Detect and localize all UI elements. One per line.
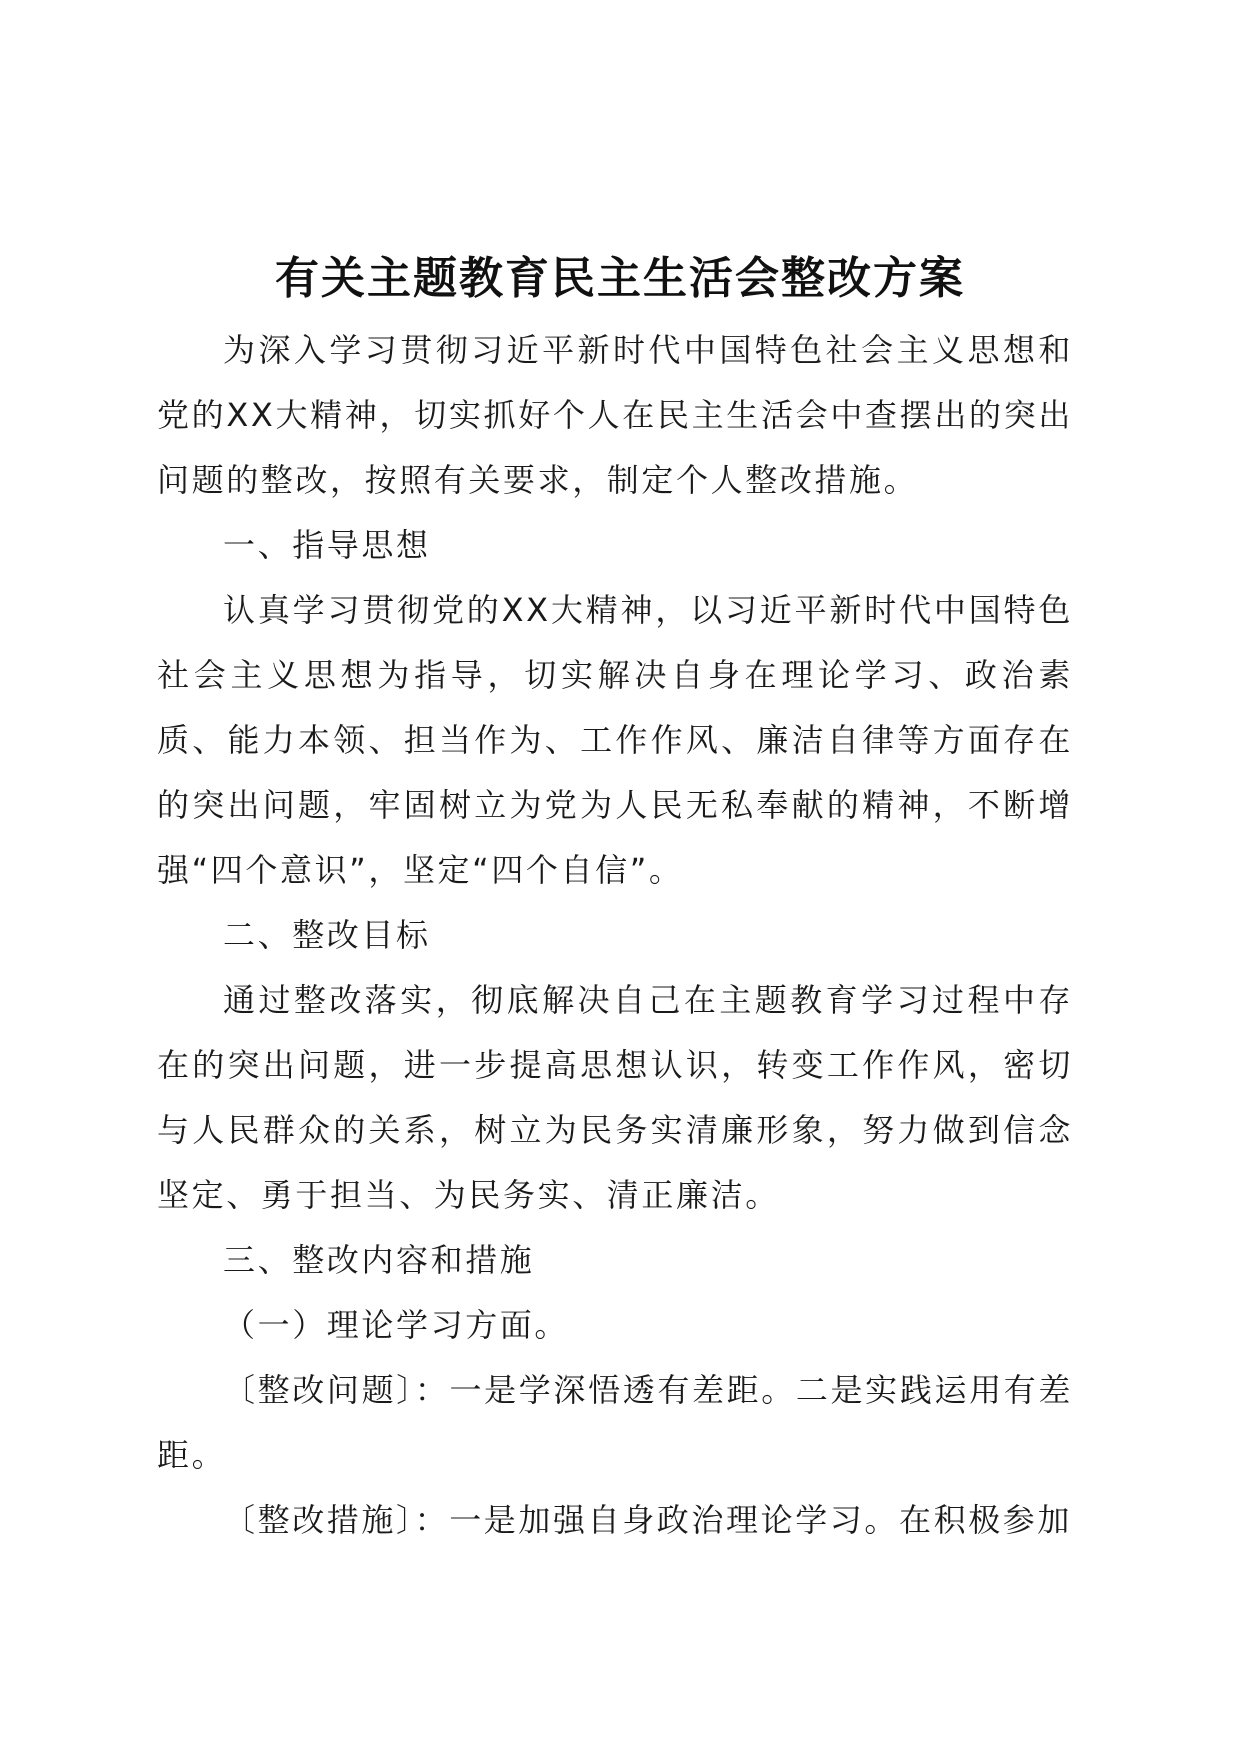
- document-title: 有关主题教育民主生活会整改方案: [275, 253, 965, 305]
- section-heading-content-and-measures: 三、整改内容和措施: [223, 1241, 535, 1279]
- section-heading-rectification-goals: 二、整改目标: [223, 916, 431, 954]
- rectification-problems-paragraph: 〔整改问题〕：一是学深悟透有差距。二是实践运用有差距。: [157, 1371, 1073, 1474]
- document-body: [157, 318, 1073, 1553]
- intro-paragraph: 为深入学习贯彻习近平新时代中国特色社会主义思想和党的XX大精神，切实抓好个人在民主生活会中查摆出的突出问题的整改，按照有关要求，制定个人整改措施。: [157, 331, 1073, 499]
- subsection-heading-theory-study: （一）理论学习方面。: [223, 1306, 570, 1344]
- section-heading-guiding-thought: 一、指导思想: [223, 526, 431, 564]
- guiding-thought-paragraph: 认真学习贯彻党的XX大精神，以习近平新时代中国特色社会主义思想为指导，切实解决自身在理论学习、政治素质、能力本领、担当作为、工作作风、廉洁自律等方面存在的突出问题，牢固树立为党为人民无私奉献的精神，不断增强“四个意识”，坚定“四个自信”。: [157, 591, 1073, 889]
- rectification-measures-paragraph: 〔整改措施〕：一是加强自身政治理论学习。在积极参加: [223, 1501, 1073, 1539]
- rectification-goals-paragraph: 通过整改落实，彻底解决自己在主题教育学习过程中存在的突出问题，进一步提高思想认识，转变工作作风，密切与人民群众的关系，树立为民务实清廉形象，努力做到信念坚定、勇于担当、为民务实、清正廉洁。: [157, 981, 1073, 1214]
